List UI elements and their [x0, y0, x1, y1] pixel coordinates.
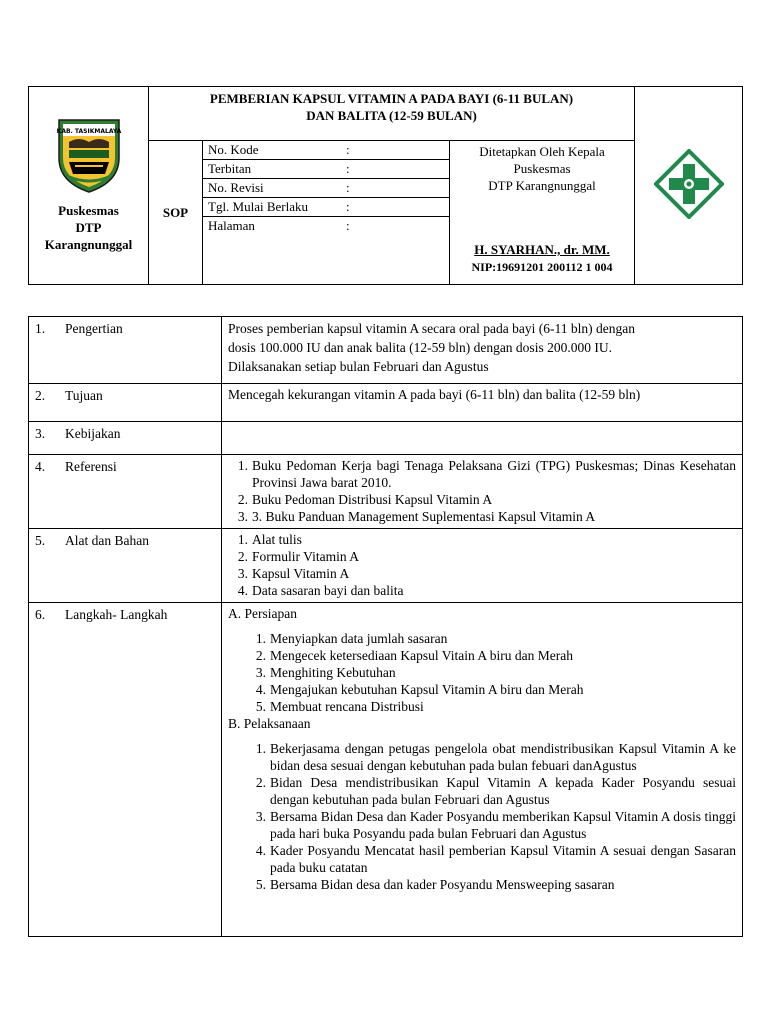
pelaksanaan-heading: B. Pelaksanaan: [228, 716, 311, 731]
section-tujuan: [29, 384, 743, 422]
list-item: 5. Bersama Bidan desa dan kader Posyandu Mensweeping sasaran: [255, 877, 615, 892]
list-item: 2. Bidan Desa mendistribusikan Kapul Vitamin A kepada Kader Posyandu sesuai dengan kebutuhan pada bulan Februari dan Agustus: [255, 775, 736, 807]
pengertian-line: Dilaksanakan setiap bulan Februari dan Agustus: [228, 359, 489, 374]
list-item: 3. Bersama Bidan Desa dan Kader Posyandu memberikan Kapsul Vitamin A dosis tinggi pada hari buka Posyandu pada bulan Februari dan Agustus: [255, 809, 736, 841]
pengertian-line: dosis 100.000 IU dan anak balita (12-59 bln) dengan dosis 200.000 IU.: [228, 340, 612, 355]
document-title: PEMBERIAN KAPSUL VITAMIN A PADA BAYI (6-11 BULAN) DAN BALITA (12-59 BULAN): [149, 87, 635, 141]
section-label: 3. Kebijakan: [29, 422, 222, 455]
field-halaman: Halaman :: [208, 218, 350, 233]
section-referensi: [29, 455, 743, 529]
approval-line: Puskesmas: [513, 161, 571, 176]
approval-block: [450, 141, 635, 285]
list-item: 3. 3. Buku Panduan Management Suplementasi Kapsul Vitamin A: [237, 509, 596, 524]
persiapan-heading: A. Persiapan: [228, 606, 297, 621]
list-item: 3. Kapsul Vitamin A: [237, 566, 350, 581]
list-item: 1. Alat tulis: [237, 532, 302, 547]
emblem-caption: KAB. TASIKMALAYA: [56, 127, 122, 135]
sop-content-table: [28, 316, 743, 937]
section-label: 4. Referensi: [29, 455, 222, 529]
pelaksanaan-list: [228, 740, 736, 893]
sop-label: SOP: [149, 141, 203, 285]
approval-line: Ditetapkan Oleh Kepala: [479, 144, 605, 159]
list-item: 2. Buku Pedoman Distribusi Kapsul Vitamin A: [237, 492, 493, 507]
section-content: Mencegah kekurangan vitamin A pada bayi (6-11 bln) dan balita (12-59 bln): [222, 384, 743, 422]
list-item: 3. Menghiting Kebutuhan: [255, 665, 396, 680]
section-kebijakan: [29, 422, 743, 455]
list-item: 4. Kader Posyandu Mencatat hasil pemberian Kapsul Vitamin A sesuai dengan Sasaran pada buku catatan: [255, 843, 736, 875]
section-content: [222, 529, 743, 603]
field-no-kode: No. Kode :: [203, 141, 449, 160]
list-item: 5. Membuat rencana Distribusi: [255, 699, 424, 714]
list-item: 1. Menyiapkan data jumlah sasaran: [255, 631, 448, 646]
section-pengertian: [29, 317, 743, 384]
field-tgl-mulai-berlaku: Tgl. Mulai Berlaku :: [203, 198, 449, 217]
section-content: [222, 317, 743, 384]
list-item: 4. Mengajukan kebutuhan Kapsul Vitamin A biru dan Merah: [255, 682, 584, 697]
health-cross-logo-cell: [635, 87, 743, 285]
pengertian-line: Proses pemberian kapsul vitamin A secara oral pada bayi (6-11 bln) dengan: [228, 321, 636, 336]
section-alat-bahan: [29, 529, 743, 603]
field-terbitan: Terbitan :: [203, 160, 449, 179]
list-item: 1. Bekerjasama dengan petugas pengelola obat mendistribusikan Kapsul Vitamin A ke bidan desa sesuai dengan kebutuhan pada bulan febuari danAgustus: [255, 741, 736, 773]
signer-nip: NIP:19691201 200112 1 004: [471, 260, 613, 274]
section-label: 1. Pengertian: [29, 317, 222, 384]
field-no-revisi: No. Revisi :: [203, 179, 449, 198]
signer-name: H. SYARHAN., dr. MM.: [474, 242, 610, 257]
section-label: 2. Tujuan: [29, 384, 222, 422]
section-content: [222, 455, 743, 529]
persiapan-list: [228, 630, 736, 715]
section-label: 5. Alat dan Bahan: [29, 529, 222, 603]
section-content: [222, 603, 743, 937]
section-label: 6. Langkah- Langkah: [29, 603, 222, 937]
document-fields: [203, 141, 450, 285]
tasikmalaya-emblem-icon: [53, 114, 125, 194]
puskesmas-cross-icon: [654, 149, 724, 219]
puskesmas-logo-cell: [29, 87, 149, 285]
list-item: 1. Buku Pedoman Kerja bagi Tenaga Pelaksana Gizi (TPG) Puskesmas; Dinas Kesehatan Provinsi Jawa barat 2010.: [237, 458, 736, 490]
approval-line: DTP Karangnunggal: [488, 178, 596, 193]
list-item: 2. Mengecek ketersediaan Kapsul Vitain A biru dan Merah: [255, 648, 573, 663]
section-content: [222, 422, 743, 455]
list-item: 4. Data sasaran bayi dan balita: [237, 583, 404, 598]
puskesmas-name: Puskesmas DTP Karangnunggal: [44, 202, 133, 252]
list-item: 2. Formulir Vitamin A: [237, 549, 359, 564]
section-langkah: [29, 603, 743, 937]
sop-header-table: [28, 86, 743, 285]
